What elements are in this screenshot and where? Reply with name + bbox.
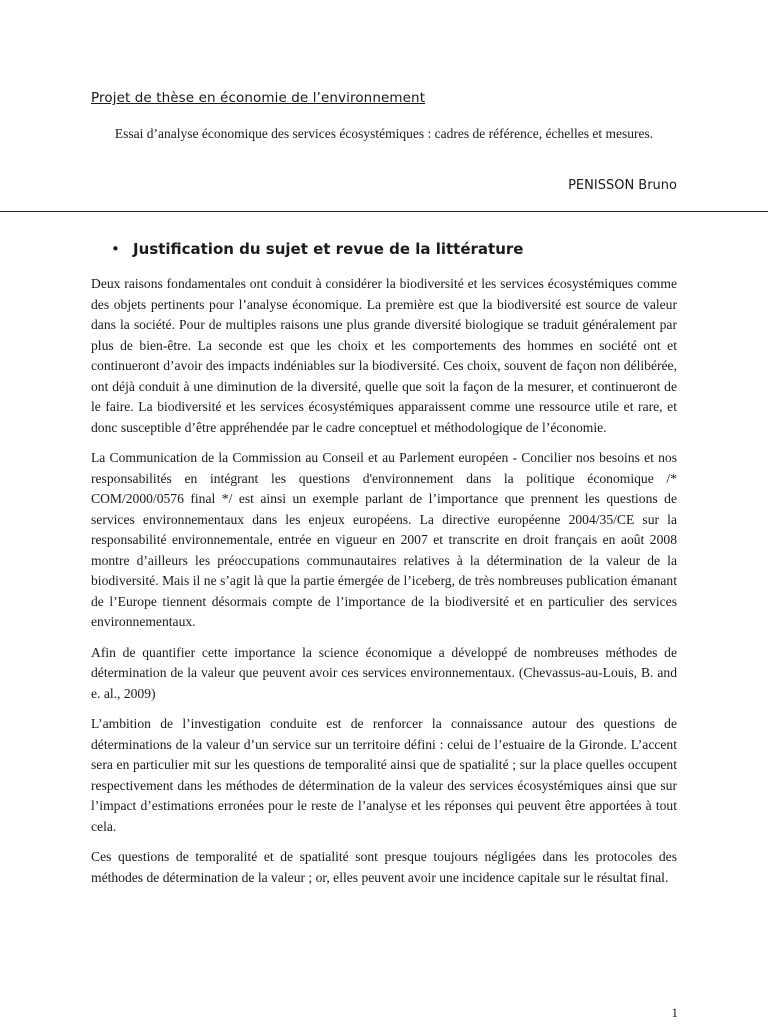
paragraph: Deux raisons fondamentales ont conduit à considérer la biodiversité et les services écosystémiques comme des objets pertinents pour l’analyse économique. La première est que la biodiversité est source de valeur dans la société. Pour de multiples raisons une plus grande diversité biologique se traduit généralement par plus de bien-être. La seconde est que les choix et les comportements des hommes en société ont et continueront d’avoir des impacts indéniables sur la biodiversité. Ces choix, souvent de façon non délibérée, ont déjà conduit à une diminution de la diversité, quelle que soit la façon de la mesurer, et continueront de le faire. La biodiversité et les services écosystémiques apparaissent comme une ressource utile et rare, et donc susceptible d’être appréhendée par le cadre conceptuel et méthodologique de l’économie. <box>91 276 677 435</box>
document-subtitle: Essai d’analyse économique des services écosystémiques : cadres de référence, échelles et mesures. <box>114 126 654 141</box>
document-author: PENISSON Bruno <box>568 178 677 193</box>
document-title: Projet de thèse en économie de l’environnement <box>91 90 426 106</box>
document-body <box>91 274 677 898</box>
bullet-icon: • <box>111 240 120 258</box>
paragraph: Afin de quantifier cette importance la science économique a développé de nombreuses méthodes de détermination de la valeur que peuvent avoir ces services environnementaux. (Chevassus-au-Louis, B. and e. al., 2009) <box>91 644 677 701</box>
paragraph: La Communication de la Commission au Conseil et au Parlement européen - Concilier nos besoins et nos responsabilités en intégrant les questions d'environnement dans la politique économique /* COM/2000/0576 final */ est ainsi un exemple parlant de l’importance que prennent les questions de services environnementaux dans les enjeux européens. La directive européenne 2004/35/CE sur la responsabilité environnementale, entrée en vigueur en 2007 et transcrite en droit français en août 2008 montre d’ailleurs les préoccupations communautaires relatives à la détermination de la valeur de la biodiversité. Mais il ne s’agit là que la partie émergée de l’iceberg, de très nombreuses publication émanant de l’Europe tiennent désormais compte de l’importance de la biodiversité et en particulier des services environnementaux. <box>91 450 677 629</box>
paragraph: L’ambition de l’investigation conduite est de renforcer la connaissance autour des questions de déterminations de la valeur d’un service sur un territoire défini : celui de l’estuaire de la Gironde. L’accent sera en particulier mit sur les questions de temporalité ainsi que de spatialité ; sur la place quelles occupent respectivement dans les méthodes de détermination de la valeur des services écosystémiques ainsi que sur l’impact d’estimations erronées pour le reste de l’analyse et les réponses qui peuvent être apportées à tout cela. <box>91 716 677 834</box>
header-divider <box>0 211 768 212</box>
paragraph: Ces questions de temporalité et de spatialité sont presque toujours négligées dans les protocoles des méthodes de détermination de la valeur ; or, elles peuvent avoir une incidence capitale sur le résultat final. <box>91 849 677 885</box>
section-heading: Justification du sujet et revue de la littérature <box>133 240 524 258</box>
page-number: 1 <box>671 1005 678 1020</box>
